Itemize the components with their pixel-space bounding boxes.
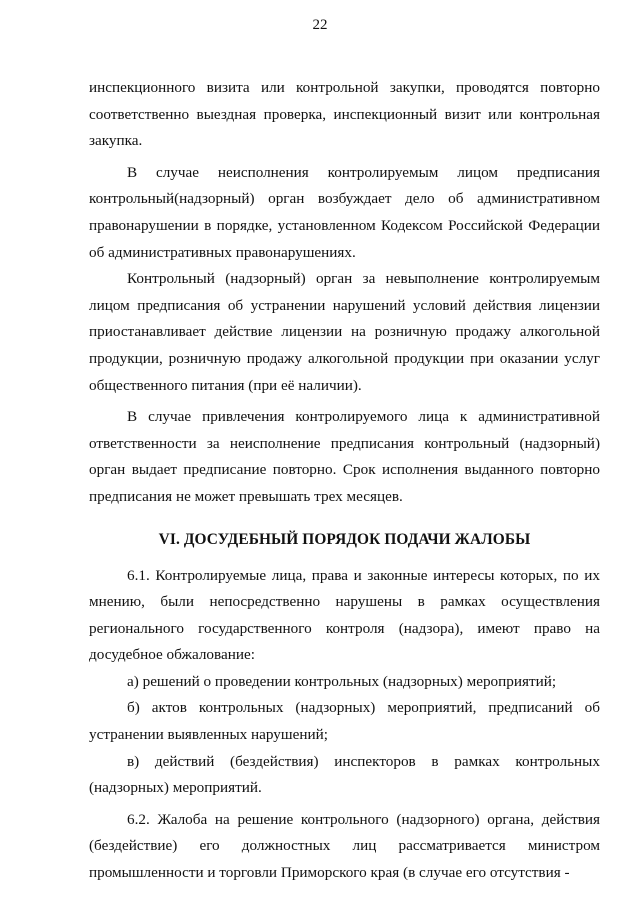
list-item-v: в) действий (бездействия) инспекторов в рамках контрольных (надзорных) мероприятий.: [89, 752, 600, 797]
list-item-a: а) решений о проведении контрольных (надзорных) мероприятий;: [127, 672, 557, 690]
paragraph-license-suspension: Контрольный (надзорный) орган за невыполнение контролируемым лицом предписания об устранении нарушений условий действия лицензии приостанавливает действие лицензии на розничную продажу алкогольной продукции, розничную продажу алкогольной продукции при оказании услуг общественного питания (при её наличии).: [89, 270, 600, 394]
page-number: 22: [312, 17, 328, 33]
paragraph-continuation: инспекционного визита или контрольной закупки, проводятся повторно соответственно выездная проверка, инспекционный визит или контрольная закупка.: [89, 79, 600, 150]
list-item-b: б) актов контрольных (надзорных) мероприятий, предписаний об устранении выявленных нарушений;: [89, 699, 600, 744]
paragraph-6-2: 6.2. Жалоба на решение контрольного (надзорного) органа, действия (бездействие) его должностных лиц рассматривается министром промышленности и торговли Приморского края (в случае его отсутствия -: [89, 810, 600, 882]
paragraph-noncompliance-case: В случае неисполнения контролируемым лицом предписания контрольный(надзорный) орган возбуждает дело об административном правонарушении в порядке, установленном Кодексом Российской Федерации об административных правонарушениях.: [89, 163, 600, 261]
document-body: [89, 75, 600, 887]
paragraph-repeat-order: В случае привлечения контролируемого лица к административной ответственности за неисполнение предписания контрольный (надзорный) орган выдает предписание повторно. Срок исполнения выданного повторно предписания не может превышать трех месяцев.: [89, 408, 600, 505]
paragraph-6-1: 6.1. Контролируемые лица, права и законные интересы которых, по их мнению, были непосредственно нарушены в рамках осуществления регионального государственного контроля (надзора), имеют право на досудебное обжалование:: [89, 566, 600, 664]
section-heading: VI. ДОСУДЕБНЫЙ ПОРЯДОК ПОДАЧИ ЖАЛОБЫ: [158, 530, 531, 548]
